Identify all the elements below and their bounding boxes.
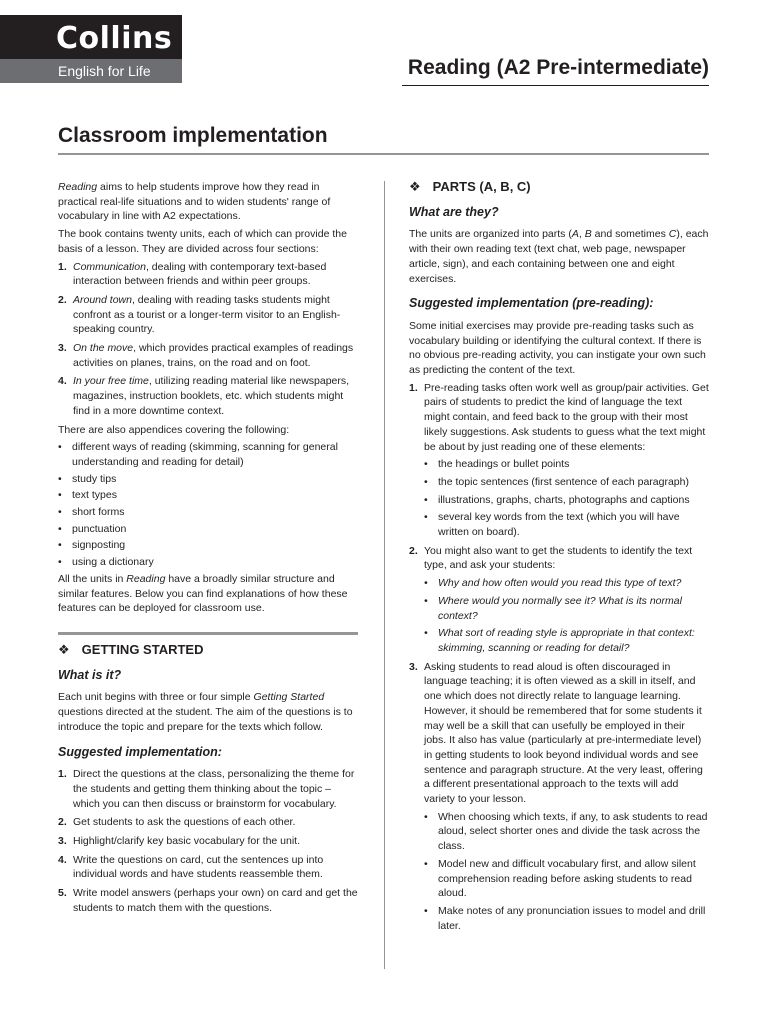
list-item: • several key words from the text (which you will have written on board).: [424, 510, 709, 539]
gs-em: Getting Started: [253, 691, 325, 704]
sub-list: [424, 457, 709, 540]
item-number: 2.: [58, 293, 67, 306]
closing-em: Reading: [126, 572, 166, 585]
diamond-bullet-icon: ❖: [58, 641, 70, 657]
item-em: On the move: [73, 342, 134, 355]
gs-pre: Each unit begins with three or four simple: [58, 691, 254, 704]
list-item: • Make notes of any pronunciation issues to model and drill later.: [424, 904, 709, 933]
item-number: 3.: [409, 660, 418, 673]
list-item: • punctuation: [58, 522, 358, 537]
list-item: • Why and how often would you read this type of text?: [424, 576, 709, 591]
list-item: • When choosing which texts, if any, to ask students to read aloud, select shorter ones and divide the task across the class.: [424, 810, 709, 854]
parts-text-4: ), each with their own reading text (text chat, web page, newspaper article, sign), and each containing between one and eight exercises.: [409, 228, 709, 285]
page-title: Classroom implementation: [58, 124, 328, 147]
appendix-intro: There are also appendices covering the following:: [58, 423, 290, 436]
item-text: Write the questions on card, cut the sentences up into individual words and have students reassemble them.: [73, 853, 324, 881]
parts-text-2: ,: [578, 228, 585, 241]
item-number: 3.: [58, 342, 67, 355]
logo-tagline: English for Life: [0, 59, 182, 83]
item-text: You might also want to get the students to identify the text type, and ask your students:: [424, 544, 693, 572]
item-text: , dealing with reading tasks students might confront as a tourist or a longer-term visitor to an English-speaking country.: [73, 293, 341, 336]
left-column: [58, 180, 358, 920]
closing-pre: All the units in: [58, 572, 127, 585]
list-item: [58, 260, 358, 289]
list-item: [409, 381, 709, 540]
item-em: In your free time: [73, 375, 149, 388]
header-title: Reading (A2 Pre-intermediate): [407, 56, 709, 79]
item-number: 1.: [58, 768, 67, 781]
pre-reading-paragraph: Some initial exercises may provide pre-reading tasks such as vocabulary building or identifying the cultural context. If there is no obvious pre-reading activity, you can instigate your own such as predicting the content of the text.: [409, 319, 706, 377]
getting-started-heading: [58, 643, 358, 658]
what-are-they-heading: What are they?: [409, 204, 499, 219]
list-item: [409, 660, 709, 934]
item-number: 4.: [58, 375, 67, 388]
item-text: Direct the questions at the class, personalizing the theme for the students and getting them thinking about the topic – which you can then discuss or brainstorm for vocabulary.: [73, 768, 355, 810]
list-item: [409, 544, 709, 656]
list-item: [58, 293, 358, 337]
list-item: [58, 374, 358, 418]
list-item: • Where would you normally see it? What is its normal context?: [424, 594, 709, 623]
parts-a: A: [571, 228, 579, 241]
sections-list: [58, 260, 358, 419]
item-text: Write model answers (perhaps your own) on card and get the students to match them with the questions.: [73, 887, 358, 914]
item-number: 1.: [409, 381, 418, 394]
item-number: 2.: [409, 544, 418, 557]
item-text: Pre-reading tasks often work well as group/pair activities. Get pairs of students to predict the kind of language the text might contain, and feed back to the group with their most likely suggestions. Ask students to guess what the text might be about by just reading one of these elements:: [424, 381, 709, 453]
intro-em: Reading: [58, 181, 98, 193]
section-rule: [58, 632, 358, 635]
pre-reading-steps: [409, 381, 709, 934]
logo-brand: Collins: [0, 15, 182, 59]
parts-c: C: [668, 228, 677, 241]
item-text: , which provides practical examples of readings activities on planes, trains, on the road and on foot.: [73, 342, 354, 369]
item-number: 4.: [58, 853, 67, 866]
item-text: Get students to ask the questions of each other.: [73, 816, 296, 829]
list-item: [58, 853, 358, 882]
list-item: • using a dictionary: [58, 555, 358, 570]
parts-heading: [409, 180, 709, 195]
list-item: [58, 886, 358, 915]
list-item: • different ways of reading (skimming, scanning for general understanding and reading for detail): [58, 440, 358, 469]
list-item: • Model new and difficult vocabulary first, and allow silent comprehension reading before asking students to read aloud.: [424, 857, 709, 901]
closing-post: have a broadly similar structure and similar features. Below you can find explanations of how these features can be deployed for classroom use.: [58, 572, 348, 615]
sub-list: [424, 810, 709, 934]
list-item: • the headings or bullet points: [424, 457, 709, 472]
sub-list: [424, 576, 709, 656]
parts-b: B: [584, 228, 592, 241]
list-item: [58, 815, 358, 830]
column-divider: [384, 181, 385, 969]
implementation-steps: [58, 767, 358, 915]
closing-paragraph: [58, 572, 358, 616]
title-rule: [58, 153, 709, 155]
item-text: Asking students to read aloud is often discouraged in language teaching; it is often viewed as a skill in itself, and one which does not directly relate to language learning. However, it should be remembered that for some students it may well be a skill that can usefully be employed in their jobs. It also has value (particularly at pre-intermediate level) in getting students to look beyond individual words and see sentence and paragraph structure. At the very least, offering a different presentational approach to the texts will add variety to your lesson.: [424, 660, 703, 806]
parts-text-3: and sometimes: [591, 228, 669, 241]
heading-text: GETTING STARTED: [81, 641, 204, 657]
list-item: • short forms: [58, 505, 358, 520]
intro-paragraph-2: The book contains twenty units, each of which can provide the basis of a lesson. They are divided across four sections:: [58, 228, 347, 255]
item-text: Highlight/clarify key basic vocabulary for the unit.: [73, 835, 301, 848]
getting-started-paragraph: [58, 690, 358, 734]
item-number: 5.: [58, 887, 67, 900]
item-number: 1.: [58, 260, 67, 273]
list-item: [58, 834, 358, 849]
item-text: , utilizing reading material like newspapers, magazines, instruction booklets, etc. which students might find in a more downtime context.: [73, 375, 350, 417]
parts-text-1: The units are organized into parts (: [409, 228, 572, 241]
appendix-list: [58, 440, 358, 570]
item-em: Communication: [73, 260, 146, 273]
list-item: • illustrations, graphs, charts, photographs and captions: [424, 493, 709, 508]
gs-post: questions directed at the student. The aim of the questions is to introduce the topic and prepare for the texts which follow.: [58, 706, 353, 733]
list-item: [58, 341, 358, 370]
list-item: • signposting: [58, 538, 358, 553]
item-em: Around town: [73, 293, 132, 306]
list-item: • text types: [58, 488, 358, 503]
list-item: • What sort of reading style is appropriate in that context: skimming, scanning or reading for detail?: [424, 626, 709, 655]
list-item: [58, 767, 358, 811]
right-column: [409, 180, 709, 937]
diamond-bullet-icon: ❖: [409, 179, 421, 194]
pre-reading-heading: Suggested implementation (pre-reading):: [409, 296, 654, 311]
header-rule: [402, 85, 709, 86]
list-item: • the topic sentences (first sentence of each paragraph): [424, 475, 709, 490]
collins-logo: [0, 15, 182, 83]
suggested-implementation-heading: Suggested implementation:: [58, 744, 222, 759]
intro-text: aims to help students improve how they read in practical real-life situations and to widen students' range of vocabulary in line with A2 expectations.: [58, 181, 331, 223]
item-text: , dealing with contemporary text-based interaction between friends and within peer groups.: [73, 260, 327, 288]
what-is-it-heading: What is it?: [58, 667, 122, 682]
parts-paragraph: [409, 227, 709, 286]
heading-text: PARTS (A, B, C): [432, 179, 531, 194]
item-number: 3.: [58, 835, 67, 848]
item-number: 2.: [58, 816, 67, 829]
intro-paragraph: [58, 180, 358, 224]
list-item: • study tips: [58, 472, 358, 487]
